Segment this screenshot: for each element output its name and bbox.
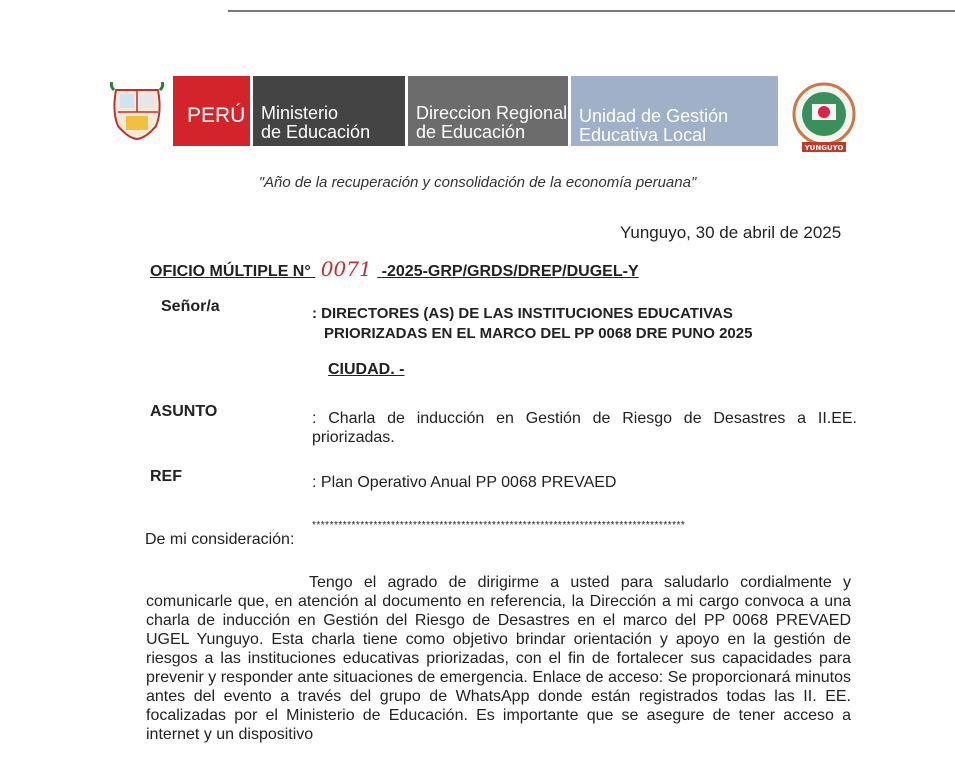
ministerio-line-2: de Educación: [261, 122, 371, 142]
ref-label: REF: [150, 468, 182, 485]
document-date: Yunguyo, 30 de abril de 2025: [620, 223, 842, 242]
ugel-seal-icon: [788, 82, 860, 156]
ugel-line-2: Educativa Local Yunguyo: [579, 125, 707, 164]
ugel-block: [571, 76, 778, 164]
dre-line-1: Direccion Regional: [416, 103, 568, 123]
body-paragraph: [146, 573, 851, 744]
handwritten-number: 0071: [320, 257, 372, 281]
senor-value-2: PRIORIZADAS EN EL MARCO DEL PP 0068 DRE PUNO 2025: [324, 325, 753, 342]
oficio-prefix: OFICIO MÚLTIPLE N°: [150, 263, 311, 280]
ciudad-label: CIUDAD. -: [328, 361, 405, 378]
senor-label: Señor/a: [161, 298, 220, 315]
ugel-line-1: Unidad de Gestión: [579, 106, 729, 126]
dre-line-2: de Educación: [416, 122, 526, 142]
peru-coat-of-arms-icon: [110, 82, 165, 140]
greeting: De mi consideración:: [145, 531, 295, 548]
ministerio-line-1: Ministerio: [261, 103, 339, 123]
ref-value: : Plan Operativo Anual PP 0068 PREVAED: [312, 474, 617, 491]
asunto-label: ASUNTO: [150, 403, 218, 420]
oficio-suffix: -2025-GRP/GRDS/DREP/DUGEL-Y: [381, 263, 639, 280]
peru-label: PERÚ: [187, 104, 246, 127]
asunto-value: : Charla de inducción en Gestión de Riesgo de Desastres a II.EE. priorizadas.: [312, 410, 857, 446]
asterisk-separator: *************************************************************************************: [312, 520, 686, 531]
dre-block: [408, 76, 568, 146]
ministerio-block: [253, 76, 405, 146]
senor-value: : DIRECTORES (AS) DE LAS INSTITUCIONES EDUCATIVAS: [312, 305, 733, 322]
peru-brand-block: [173, 76, 250, 146]
top-border-line: [228, 10, 955, 12]
year-slogan: "Año de la recuperación y consolidación de la economía peruana": [258, 174, 697, 191]
oficio-number-line: [150, 257, 639, 281]
seal-caption: YUNGUYO: [804, 144, 844, 152]
body-text: Tengo el agrado de dirigirme a usted para saludarlo cordialmente y comunicarle que, en atención al documento en referencia, la Dirección a mi cargo convoca a una charla de inducción en Gestión del Riesgo de Desastres en el marco del PP 0068 PREVAED UGEL Yunguyo. Esta charla tiene como objetivo brindar orientación y apoyo en la gestión de riesgos a las instituciones educativas priorizadas, con el fin de fortalecer sus capacidades para prevenir y responder ante situaciones de emergencia. Enlace de acceso: Se proporcionará minutos antes del evento a través del grupo de WhatsApp donde están registrados todas las II. EE. focalizadas por el Ministerio de Educación. Es importante que se asegure de tener acceso a internet y un dispositivo: [146, 574, 851, 743]
